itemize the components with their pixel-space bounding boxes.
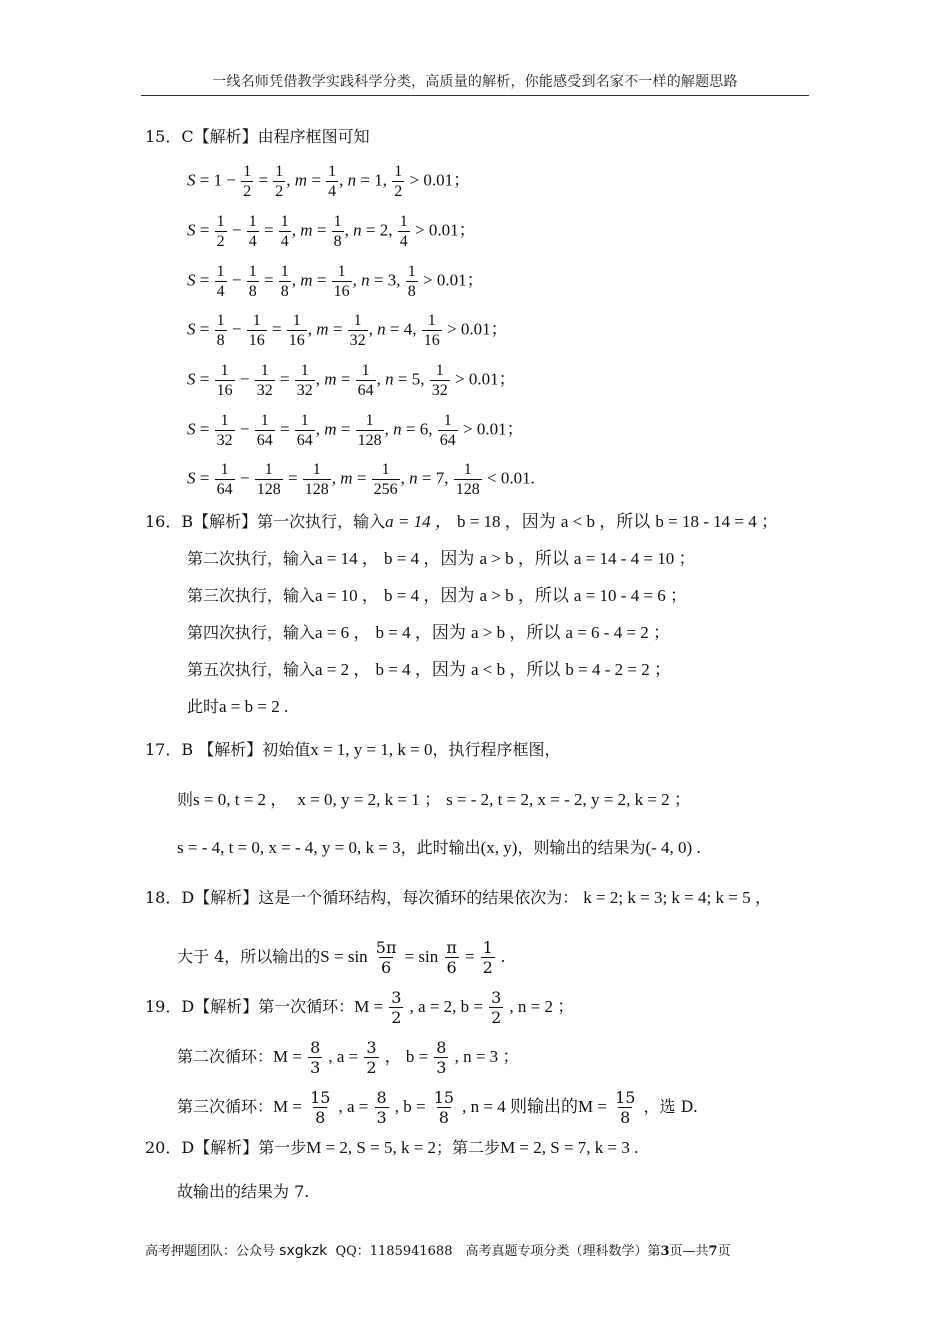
q16-line-1: 16．B【解析】第一次执行，输入a = 14 ， b = 18 ，因为 a < b ，所以 b = 18 - 14 = 4 ；	[145, 512, 778, 531]
fraction: $\frac{8}{3}$	[436, 1038, 447, 1077]
fraction: $\frac{1}{32}$	[256, 362, 273, 399]
header-divider	[141, 95, 809, 96]
fraction: $\frac{1}{2}$	[216, 213, 225, 250]
q16-line-3: 第三次执行，输入a = 10 ， b = 4 ，因为 a > b ，所以 a = 10 - 4 = 6 ；	[187, 586, 688, 605]
q15-equation-row: S = $\frac{1}{8}$ − $\frac{1}{16}$ = $\frac{1}{16}$ , m = $\frac{1}{32}$ , n = 4, $\frac{1}{16}$ > 0.01；	[187, 312, 508, 349]
fraction: $\frac{1}{64}$	[256, 412, 273, 449]
fraction: $\frac{1}{16}$	[423, 312, 440, 349]
fraction: $\frac{1}{32}$	[349, 312, 366, 349]
fraction: $\frac{15}{8}$	[615, 1088, 636, 1127]
q15-equation-row: S = $\frac{1}{64}$ − $\frac{1}{128}$ = $\frac{1}{128}$ , m = $\frac{1}{256}$ , n = 7, $\frac{1}{128}$ < 0.01.	[187, 461, 535, 498]
fraction: $\frac{1}{256}$	[373, 461, 398, 498]
fraction: $\frac{1}{16}$	[288, 312, 305, 349]
fraction: $\frac{1}{4}$	[399, 213, 408, 250]
fraction: $\frac{1}{128}$	[304, 461, 329, 498]
fraction: $\frac{1}{16}$	[333, 263, 350, 300]
fraction: $\frac{1}{2}$	[482, 938, 493, 977]
q16-line-4: 第四次执行，输入a = 6 ， b = 4 ，因为 a > b ，所以 a = 6 - 4 = 2 ；	[187, 623, 671, 642]
fraction: $\frac{1}{16}$	[248, 312, 265, 349]
q18-line-1: 18．D【解析】这是一个循环结构，每次循环的结果依次为： k = 2; k = 3; k = 4; k = 5 ，	[145, 888, 772, 907]
fraction: $\frac{1}{4}$	[280, 213, 289, 250]
fraction: $\frac{5\pi}{6}$	[375, 938, 397, 977]
q18-line-2: 大于 4，所以输出的S = sin $\frac{5\pi}{6}$ = sin $\frac{\pi}{6}$ = $\frac{1}{2}$ .	[177, 938, 506, 977]
fraction: $\frac{1}{2}$	[243, 163, 252, 200]
page-header: 一线名师凭借教学实践科学分类，高质量的解析，你能感受到名家不一样的解题思路	[212, 74, 738, 90]
q20-line-1: 20．D【解析】第一步M = 2, S = 5, k = 2；第二步M = 2, S = 7, k = 3 .	[145, 1138, 639, 1157]
fraction: $\frac{1}{128}$	[357, 412, 382, 449]
q16-line-5: 第五次执行，输入a = 2 ， b = 4 ，因为 a < b ，所以 b = 4 - 2 = 2 ；	[187, 660, 672, 679]
q15-equation-row: S = $\frac{1}{4}$ − $\frac{1}{8}$ = $\frac{1}{8}$ , m = $\frac{1}{16}$ , n = 3, $\frac{1}{8}$ > 0.01；	[187, 263, 484, 300]
fraction: $\frac{1}{4}$	[328, 163, 337, 200]
fraction: $\frac{3}{2}$	[391, 988, 402, 1027]
q15-label: 15．C【解析】由程序框图可知	[145, 127, 370, 146]
fraction: $\frac{1}{32}$	[431, 362, 448, 399]
footer-brand: sxgkzk	[279, 1243, 328, 1259]
fraction: $\frac{1}{128}$	[256, 461, 281, 498]
q17-line-1: 17．B 【解析】初始值x = 1, y = 1, k = 0，执行程序框图，	[145, 740, 561, 759]
fraction: $\frac{3}{2}$	[491, 988, 502, 1027]
fraction: $\frac{1}{2}$	[275, 163, 284, 200]
q17-line-2: 则s = 0, t = 2 ， x = 0, y = 2, k = 1 ； s = - 2, t = 2, x = - 2, y = 2, k = 2 ；	[177, 790, 691, 809]
fraction: $\frac{1}{4}$	[248, 213, 257, 250]
fraction: $\frac{8}{3}$	[376, 1088, 387, 1127]
fraction: $\frac{1}{8}$	[248, 263, 257, 300]
fraction: $\frac{1}{8}$	[407, 263, 416, 300]
fraction: $\frac{1}{8}$	[216, 312, 225, 349]
fraction: $\frac{1}{64}$	[357, 362, 374, 399]
q19-line-2: 第二次循环：M = $\frac{8}{3}$ , a = $\frac{3}{2}$ ， b = $\frac{8}{3}$ , n = 3 ；	[177, 1038, 520, 1077]
q16-line-2: 第二次执行，输入a = 14 ， b = 4 ，因为 a > b ，所以 a = 14 - 4 = 10 ；	[187, 549, 696, 568]
q19-line-1: 19．D【解析】第一次循环：M = $\frac{3}{2}$ , a = 2, b = $\frac{3}{2}$ , n = 2 ；	[145, 988, 575, 1027]
fraction: $\frac{1}{4}$	[216, 263, 225, 300]
fraction: $\frac{1}{64}$	[439, 412, 456, 449]
fraction: $\frac{1}{2}$	[394, 163, 403, 200]
q15-equation-row: S = $\frac{1}{32}$ − $\frac{1}{64}$ = $\frac{1}{64}$ , m = $\frac{1}{128}$ , n = 6, $\frac{1}{64}$ > 0.01；	[187, 412, 524, 449]
q15-equation-row: S = $\frac{1}{2}$ − $\frac{1}{4}$ = $\frac{1}{4}$ , m = $\frac{1}{8}$ , n = 2, $\frac{1}{4}$ > 0.01；	[187, 213, 476, 250]
fraction: $\frac{1}{128}$	[455, 461, 480, 498]
fraction: $\frac{1}{64}$	[216, 461, 233, 498]
fraction: $\frac{1}{32}$	[296, 362, 313, 399]
q19-line-3: 第三次循环：M = $\frac{15}{8}$ , a = $\frac{8}{3}$ , b = $\frac{15}{8}$ , n = 4 则输出的M = $\frac{15}{8}$ ，选 D.	[177, 1088, 698, 1127]
fraction: $\frac{15}{8}$	[433, 1088, 455, 1127]
q15-equation-row: S = $\frac{1}{16}$ − $\frac{1}{32}$ = $\frac{1}{32}$ , m = $\frac{1}{64}$ , n = 5, $\frac{1}{32}$ > 0.01；	[187, 362, 516, 399]
fraction: $\frac{1}{8}$	[333, 213, 342, 250]
fraction: $\frac{1}{8}$	[280, 263, 289, 300]
fraction: $\frac{\pi}{6}$	[446, 938, 457, 977]
fraction: $\frac{8}{3}$	[310, 1038, 321, 1077]
fraction: $\frac{1}{32}$	[216, 412, 233, 449]
fraction: $\frac{1}{16}$	[216, 362, 233, 399]
fraction: $\frac{1}{64}$	[296, 412, 313, 449]
fraction: $\frac{3}{2}$	[366, 1038, 377, 1077]
q15-equation-row: S = 1 − $\frac{1}{2}$ = $\frac{1}{2}$ , m = $\frac{1}{4}$ , n = 1, $\frac{1}{2}$ > 0.01；	[187, 163, 471, 200]
fraction: $\frac{15}{8}$	[310, 1088, 331, 1127]
page-footer: 高考押题团队：公众号 sxgkzk QQ：1185941688 高考真题专项分类（理科数学）第3页—共7页	[145, 1243, 731, 1259]
q17-line-3: s = - 4, t = 0, x = - 4, y = 0, k = 3，此时输出(x, y)，则输出的结果为(- 4, 0) .	[177, 838, 701, 857]
q16-line-6: 此时a = b = 2 .	[187, 697, 289, 716]
q20-line-2: 故输出的结果为 7.	[177, 1182, 310, 1201]
